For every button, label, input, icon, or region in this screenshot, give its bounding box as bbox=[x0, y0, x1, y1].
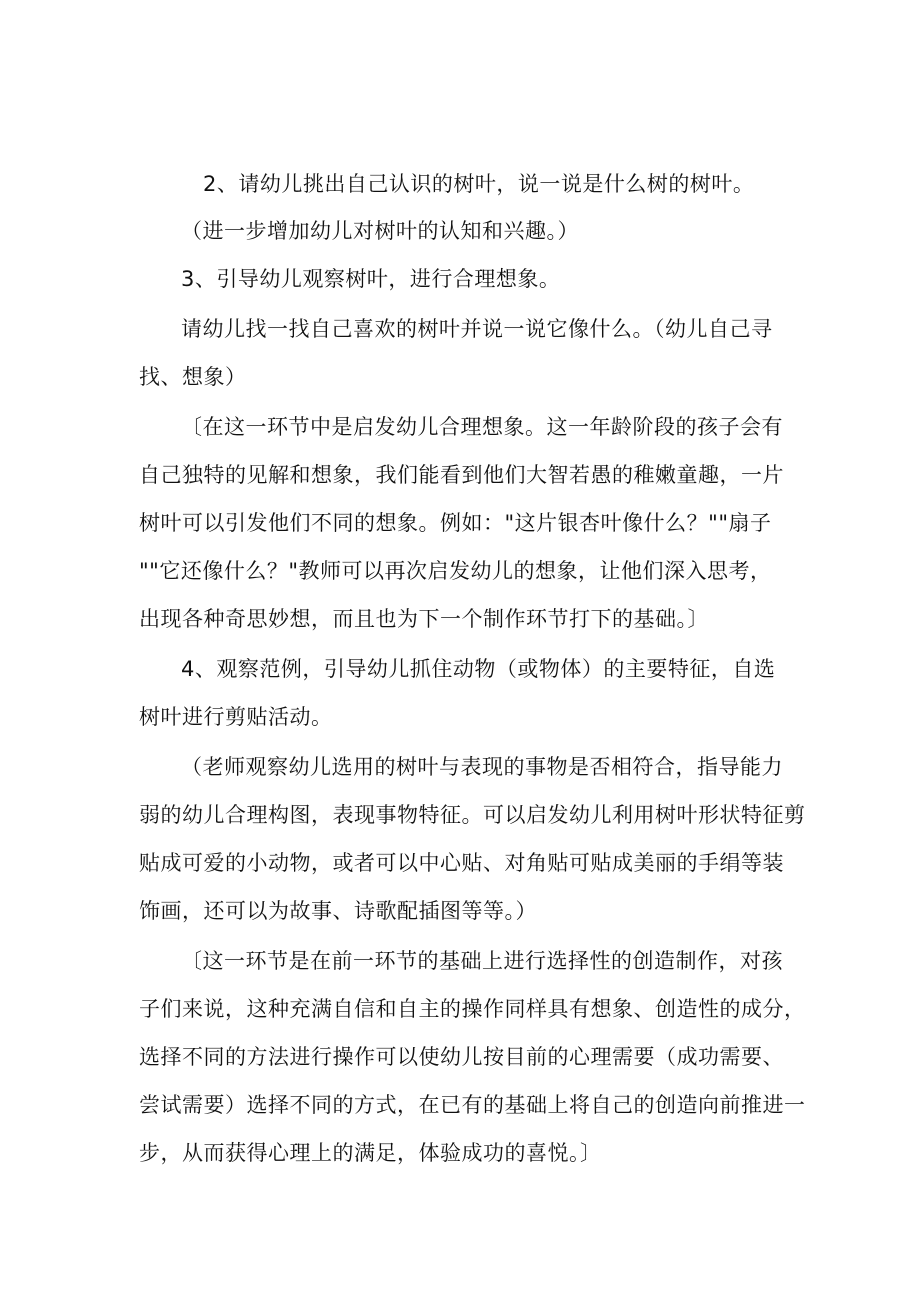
paragraph-commentary-2-line-2: 子们来说，这种充满自信和自主的操作同样具有想象、创造性的成分， bbox=[139, 997, 806, 1021]
paragraph-note-2-line-1: （老师观察幼儿选用的树叶与表现的事物是否相符合，指导能力 bbox=[181, 755, 783, 779]
paragraph-commentary-2-line-3: 选择不同的方法进行操作可以使幼儿按目前的心理需要（成功需要、 bbox=[139, 1045, 784, 1069]
paragraph-activity-line-1: 请幼儿找一找自己喜欢的树叶并说一说它像什么。（幼儿自己寻 bbox=[181, 317, 773, 341]
paragraph-note-1-line-1: （进一步增加幼儿对树叶的认知和兴趣。） bbox=[181, 219, 579, 243]
paragraph-step-3-line-1: 3、引导幼儿观察树叶，进行合理想象。 bbox=[181, 267, 561, 291]
paragraph-commentary-1-line-2: 自己独特的见解和想象，我们能看到他们大智若愚的稚嫩童趣，一片 bbox=[139, 463, 784, 487]
paragraph-commentary-1-line-1: 〔在这一环节中是启发幼儿合理想象。这一年龄阶段的孩子会有 bbox=[181, 415, 783, 439]
paragraph-commentary-2-line-1: 〔这一环节是在前一环节的基础上进行选择性的创造制作，对孩 bbox=[181, 949, 783, 973]
paragraph-commentary-2-line-5: 步，从而获得心理上的满足，体验成功的喜悦。〕 bbox=[139, 1141, 602, 1165]
paragraph-note-2-line-4: 饰画，还可以为故事、诗歌配插图等等。） bbox=[139, 899, 537, 923]
paragraph-step-4-line-1: 4、观察范例，引导幼儿抓住动物（或物体）的主要特征，自选 bbox=[181, 657, 776, 681]
paragraph-note-2-line-3: 贴成可爱的小动物，或者可以中心贴、对角贴可贴成美丽的手绢等装 bbox=[139, 851, 784, 875]
paragraph-note-2-line-2: 弱的幼儿合理构图，表现事物特征。可以启发幼儿利用树叶形状特征剪 bbox=[139, 803, 806, 827]
paragraph-step-4-line-2: 树叶进行剪贴活动。 bbox=[139, 705, 333, 729]
paragraph-step-2-line-1: 2、请幼儿挑出自己认识的树叶，说一说是什么树的树叶。 bbox=[203, 172, 755, 196]
paragraph-commentary-2-line-4: 尝试需要）选择不同的方式，在已有的基础上将自己的创造向前推进一 bbox=[139, 1093, 806, 1117]
paragraph-commentary-1-line-4: ""它还像什么？"教师可以再次启发幼儿的想象，让他们深入思考， bbox=[139, 559, 772, 583]
paragraph-activity-line-2: 找、想象） bbox=[139, 365, 247, 389]
paragraph-commentary-1-line-3: 树叶可以引发他们不同的想象。例如："这片银杏叶像什么？""扇子 bbox=[139, 511, 772, 535]
paragraph-commentary-1-line-5: 出现各种奇思妙想，而且也为下一个制作环节打下的基础。〕 bbox=[139, 607, 709, 631]
